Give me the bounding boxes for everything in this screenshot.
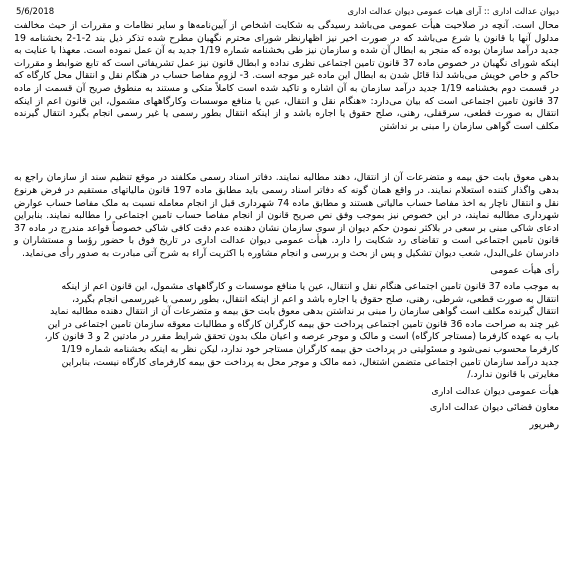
decision-heading: رأی هیأت عمومی [490,264,559,276]
document-body [14,20,559,432]
paragraph-gap [14,133,559,172]
decision-line: غیر چند به صراحت ماده 36 قانون تامین اجتماعی پرداخت حق بیمه کارگران کارگاه و مطالبات معوقه سازمان تامین اجتماعی در این [47,318,559,330]
signature-deputy-title: معاون قضائی دیوان عدالت اداری [429,402,559,414]
page-header [14,5,559,19]
decision-line: انتقال گیرنده مکلف است گواهی سازمان را مبنی بر نداشتن بدهی معوق بابت حق بیمه و متضرعات آن از انتقال دهنده مطالبه نماید [50,306,559,318]
decision-line: مغایرتی با قانون ندارد./ [467,369,559,381]
signature-court-assembly: هیأت عمومی دیوان عدالت اداری [431,385,559,397]
decision-line: به موجب ماده 37 قانون تامین اجتماعی هنگام نقل و انتقال، عین یا منافع موسسات و کارگاههای مشمول، این قانون اعم از اینکه [61,281,559,293]
decision-line: کارفرما محسوب نمی‌شود و مسئولیتی در پرداخت حق بیمه کارگران مستاجر خود ندارد، لیکن نظر به اینکه بخشنامه شماره 1/19 [61,344,559,356]
paragraph-defense-arguments: محال است. آنچه در صلاحیت هیأت عمومی می‌باشد رسیدگی به شکایت اشخاص از آیین‌نامه‌ها و سایر نظامات و مقررات از حیث مخالفت مدلول آنها با قانون یا شرع می‌باشد که در صورت اخیر نیز اظهارنظر شورای محترم نگهبان مطرح شده تذکر ذیل بند 2-1-2 بخشنامه 19 جدید درآمد سازمان بوده که منجر به ابطال آن شده و سازمان نیز طی بخشنامه شماره 1/19 جدید به آن عمل نموده است. معهذا با عنایت به اینکه شورای نگهبان در خصوص ماده 37 قانون تامین اجتماعی نظری نداده و ابطال قانون نیز عمل تشریفاتی است که تابع ضوابط و مقررات حاکم و خاص خویش می‌باشد لذا قائل شدن به ابطال این ماده غیر موجه است. 3- لزوم مفاصا حساب در هنگام نقل و انتقال محل کارگاه که در قسمت دوم بخشنامه 1/19 جدید درآمد سازمان به آن اشاره و تاکید شده است کاملاً متکی و مستند به منطوق صریح آن قسمت از ماده 37 قانون تامین اجتماعی است که بیان می‌دارد: «هنگام نقل و انتقال، عین یا منافع موسسات وکارگاههای مشمول، این قانون اعم از اینکه انتقال به صورت قطعی، سرقفلی، رهنی، صلح حقوق یا اجاره باشد و از اینکه انتقال بطور رسمی یا غیر رسمی انجام بگیرد انتقال گیرنده مکلف است گواهی سازمان را مبنی بر نداشتن [14,20,560,132]
header-date: 5/6/2018 [16,7,55,17]
paragraph-deliberation: بدهی معوق بابت حق بیمه و متضرعات آن از انتقال، دهند مطالبه نمایند. دفاتر اسناد رسمی مکلفند در موقع تنظیم سند از سازمان راجع به بدهی واگذار کننده استعلام نمایند. در واقع همان گونه که دفاتر اسناد رسمی باید مطابق ماده 197 قانون مالیاتهای مستقیم در فرض هرنوع نقل و انتقال ناچار به اخذ مفاصا حساب مالیاتی هستند و مطابق ماده 74 شهرداری قبل از انجام معامله نسبت به ملک مفاصا حساب عوارض شهرداری مطالبه نمایند، در این خصوص نیز بموجب وفق نص صریح قانون از انجام مفاصا حساب تامین اجتماعی را مطالبه نمایند. بنابراین ادعای شاکی مبنی بر سعی در بلاکثر نمودن حکم دیوان از سوی سازمان نشان دهنده عدم دقت کافی شاکی خصوصاً قواعد مندرج در ماده 37 قانون تامین اجتماعی است و تقاضای رد شکایت را دارد. هیأت عمومی دیوان عدالت اداری در تاریخ فوق با حضور رؤسا و مستشاران و دادرسان علی‌البدل، شعب دیوان تشکیل و پس از بحث و بررسی و انجام مشاوره با اکثریت آراء به شرح آتی مبادرت به صدور رأی می‌نماید. [14,172,559,259]
header-title: دیوان عدالت اداری :: آرای هیات عمومی دیوان عدالت اداری [347,7,559,17]
decision-line: جدید درآمد سازمان تامین اجتماعی متضمن اشتغال، ذمه مالک و موجر محل به پرداخت حق بیمه کارفرمای کارگاه نیست، بنابراین [61,356,559,368]
decision-line: باب به عهده کارفرما (مستاجر کارگاه) است و مالک و موجر عرصه و اعیان ملک بدون تحقق شرایط مقرر در مادتین 2 و 3 قانون کار، [44,331,559,343]
decision-line: انتقال به صورت قطعی، شرطی، رهنی، صلح حقوق یا اجاره باشد و اعم از اینکه انتقال، بطور رسمی یا غیررسمی انجام بگیرد، [71,293,559,305]
signature-name: رهبرپور [529,419,559,431]
